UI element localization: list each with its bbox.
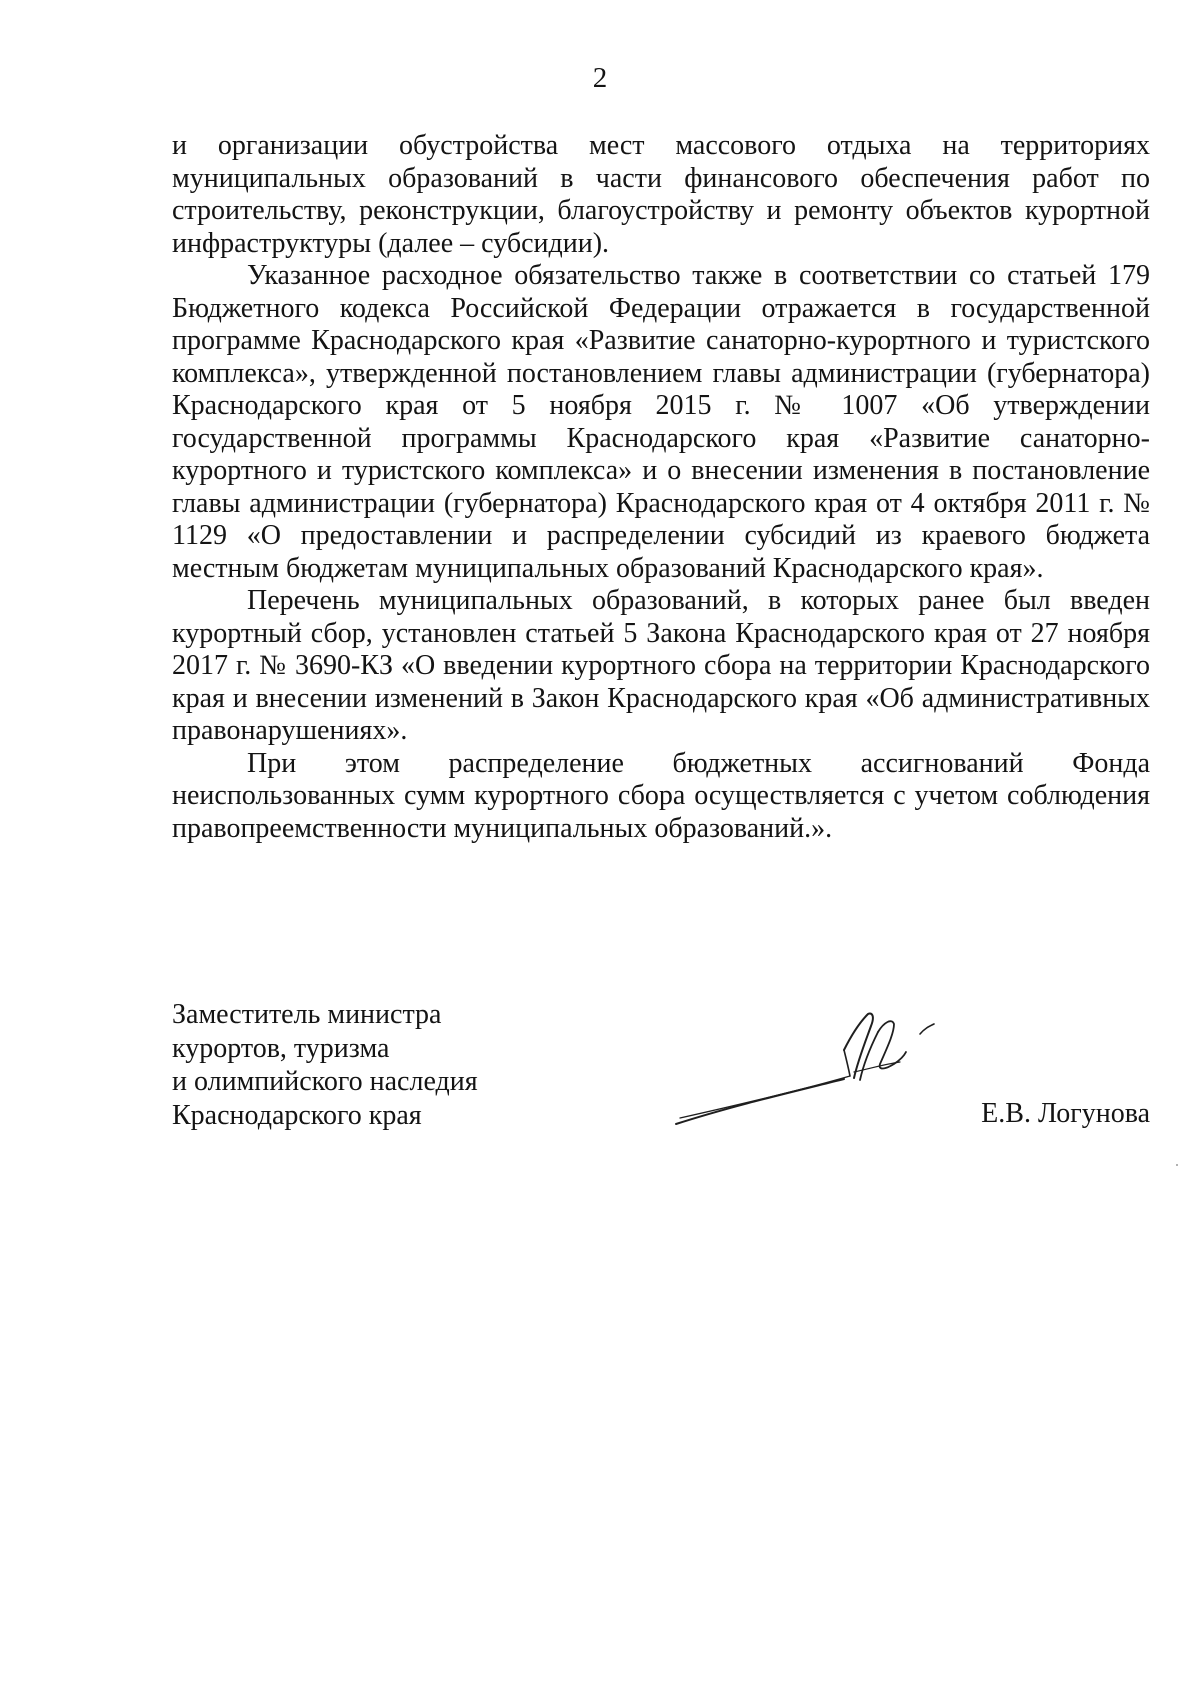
signature-block (172, 998, 1150, 1148)
signer-title-line: курортов, туризма (172, 1032, 390, 1064)
signer-title-line: Краснодарского края (172, 1099, 422, 1131)
paragraph-fund-distribution: При этом распределение бюджетных ассигнований Фонда неиспользованных сумм курортного сбора осуществляется с учетом соблюдения правопреемственности муниципальных образований.». (172, 747, 1150, 844)
page-number: 2 (592, 62, 608, 94)
paragraph-budget-obligation: Указанное расходное обязательство также в соответствии со статьей 179 Бюджетного кодекса Российской Федерации отражается в государственной программе Краснодарского края «Развитие санаторно-курортного и туристского комплекса», утвержденной постановлением главы администрации (губернатора) Краснодарского края от 5 ноября 2015 г. № 1007 «Об утверждении государственной программы Краснодарского края «Развитие санаторно-курортного и туристского комплекса» и о внесении изменения в постановление главы администрации (губернатора) Краснодарского края от 4 октября 2011 г. № 1129 «О предоставлении и распределении субсидий из краевого бюджета местным бюджетам муниципальных образований Краснодарского края». (172, 260, 1150, 584)
signer-title-line: и олимпийского наследия (172, 1066, 478, 1097)
document-body (172, 130, 1150, 845)
paragraph-continuation: и организации обустройства мест массового отдыха на территориях муниципальных образований в части финансового обеспечения работ по строительству, реконструкции, благоустройству и ремонту объектов курортной инфраструктуры (далее – субсидии). (172, 130, 1150, 259)
signer-title-line: Заместитель министра (172, 999, 442, 1030)
scan-speck (1176, 1164, 1178, 1166)
signer-title (172, 998, 478, 1132)
signer-name: Е.В. Логунова (981, 1098, 1150, 1129)
handwritten-signature (672, 1006, 942, 1131)
paragraph-municipal-list: Перечень муниципальных образований, в которых ранее был введен курортный сбор, установлен статьей 5 Закона Краснодарского края от 27 ноября 2017 г. № 3690-КЗ «О введении курортного сбора на территории Краснодарского края и внесении изменений в Закон Краснодарского края «Об административных правонарушениях». (172, 585, 1150, 746)
